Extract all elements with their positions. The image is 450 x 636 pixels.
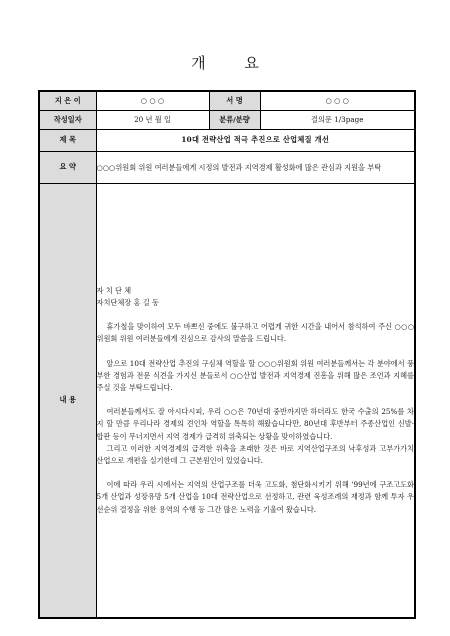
subject-row [39, 129, 415, 151]
name-label: 서 명 [209, 91, 260, 110]
paragraph-3: 여러분들께서도 잘 아시다시피, 우리 ○○은 70년대 중반까지만 하더라도 한국 수출의 25%를 차지 할 만큼 우리나라 경제의 견인차 역할을 톡톡히 해왔습니다만, 80년대 후반부터 주종산업인 신발·합판 등이 무너지면서 지역 경제가 급격히 위축되는 상황을 맞이하였습니다. [96, 407, 414, 441]
date-value[interactable]: 20 년 월 일 [96, 110, 209, 129]
salutation-line-1: 자 치 단 체 [96, 285, 132, 295]
presenter-value[interactable]: ○ ○ ○ [96, 91, 209, 110]
paragraph-4: 그리고 이러한 지역경제의 급격한 위축을 초래한 것은 바로 지역산업구조의 낙후성과 고부가가치 산업으로 개편을 실기한데 그 근본원인이 있었습니다. [96, 443, 414, 465]
presenter-row [39, 91, 415, 110]
document-title-char-1: 개 [191, 54, 206, 72]
document-title [0, 52, 450, 73]
subject-value[interactable]: 10대 전략산업 적극 추진으로 산업체질 개선 [96, 129, 415, 151]
category-label: 분류/분량 [209, 110, 260, 129]
summary-row [39, 151, 415, 183]
summary-value[interactable]: ○○○위원회 위원 여러분들에게 시정의 발전과 지역경제 활성화에 많은 관심과 지원을 부탁 [96, 151, 415, 183]
document-title-char-2: 요 [244, 54, 259, 72]
subject-label: 제 목 [39, 129, 96, 151]
salutation-line-2: 자치단체장 홍 길 동 [96, 297, 159, 307]
content-label: 내 용 [39, 183, 96, 618]
summary-label: 요 약 [39, 151, 96, 183]
name-value[interactable]: ○ ○ ○ [260, 91, 415, 110]
content-body[interactable] [96, 183, 415, 618]
category-value[interactable]: 결의문 1/3page [260, 110, 415, 129]
presenter-label: 지 은 이 [39, 91, 96, 110]
date-label: 작성일자 [39, 110, 96, 129]
date-row [39, 110, 415, 129]
summary-form [38, 90, 416, 619]
paragraph-5: 이에 따라 우리 시에서는 지역의 산업구조를 더욱 고도화, 첨단화시키기 위해 '99년에 구조고도화 5개 산업과 성장유망 5개 산업을 10대 전략산업으로 선정하고, 관련 육성조례의 재정과 함께 투자 우선순위 결정을 위한 용역의 수행 등 그간 많은 노력을 기울여 왔습니다. [96, 480, 414, 514]
paragraph-1: 휴가철을 맞이하여 모두 바쁘신 중에도 불구하고 어렵게 귀한 시간을 내어서 참석하여 주신 ○○○위원회 위원 여러분들에게 진심으로 감사의 말씀을 드립니다. [96, 322, 414, 344]
content-row [39, 183, 415, 618]
paragraph-2: 앞으로 10대 전략산업 추진의 구심체 역할을 할 ○○○위원회 위원 여러분들께서는 각 분야에서 풍부한 경험과 전문 식견을 가지신 분들로서 ○○산업 발전과 지역경제 진흥을 위해 많은 조언과 지혜를 주실 것을 부탁드립니다. [96, 358, 414, 392]
